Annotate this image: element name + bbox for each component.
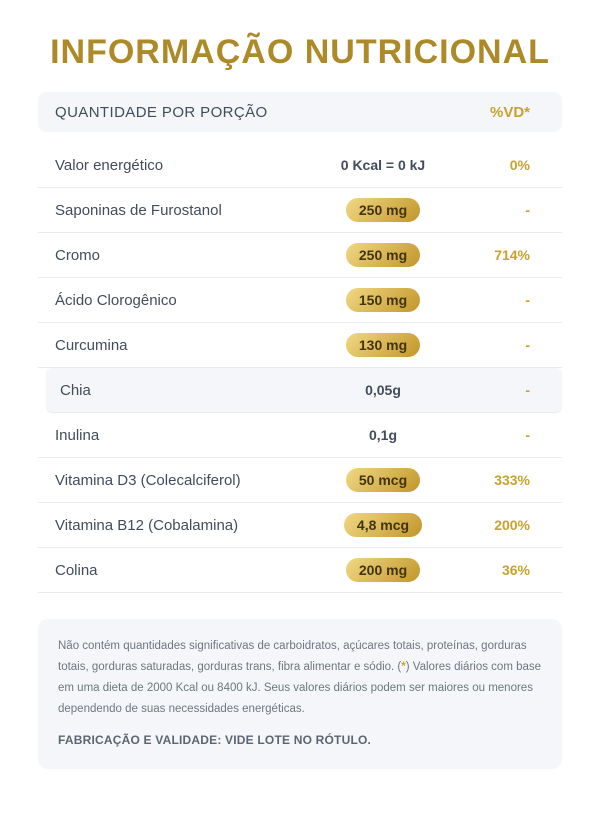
- page-title: INFORMAÇÃO NUTRICIONAL: [50, 33, 550, 71]
- nutrient-amount-cell: [308, 288, 458, 312]
- nutrient-amount-cell: [308, 513, 458, 537]
- nutrient-amount: 150 mg: [346, 288, 420, 312]
- table-row: [38, 143, 562, 188]
- nutrient-name: Cromo: [55, 246, 101, 264]
- nutrient-daily-value: 36%: [501, 562, 530, 578]
- nutrient-daily-value: -: [525, 382, 530, 398]
- footnote-text: [58, 636, 542, 720]
- nutrient-daily-value: 714%: [494, 247, 530, 263]
- nutrient-amount: 0,1g: [368, 426, 397, 443]
- nutrient-name: Colina: [55, 561, 98, 579]
- nutrient-amount-cell: [308, 558, 458, 582]
- nutrient-name: Inulina: [55, 426, 100, 444]
- nutrient-daily-value: 333%: [494, 472, 530, 488]
- table-row: [38, 503, 562, 548]
- nutrient-daily-value: -: [525, 292, 530, 308]
- table-header: [38, 92, 562, 132]
- nutrient-amount-cell: [308, 198, 458, 222]
- footnote-box: [38, 619, 562, 769]
- nutrient-daily-value: -: [525, 337, 530, 353]
- nutrient-daily-value: 0%: [509, 157, 530, 173]
- nutrient-name: Saponinas de Furostanol: [55, 201, 222, 219]
- table-row: [46, 368, 562, 413]
- nutrient-amount-cell: [308, 243, 458, 267]
- table-row: [38, 233, 562, 278]
- nutrient-name: Curcumina: [55, 336, 128, 354]
- nutrient-amount: 130 mg: [346, 333, 420, 357]
- nutrient-amount-cell: [308, 157, 458, 174]
- footnote-part1: Não contém quantidades significativas de carboidratos, açúcares totais, proteínas, gorduras totais, gorduras saturadas, gorduras trans, fibra alimentar e sódio. (: [58, 640, 527, 673]
- nutrient-amount: 4,8 mcg: [344, 513, 422, 537]
- table-row: [38, 278, 562, 323]
- nutrient-daily-value: 200%: [494, 517, 530, 533]
- nutrient-name: Vitamina B12 (Cobalamina): [55, 516, 239, 534]
- table-row: [38, 413, 562, 458]
- table-row: [38, 548, 562, 593]
- column-header-quantity: QUANTIDADE POR PORÇÃO: [55, 103, 268, 121]
- nutrient-daily-value: -: [525, 427, 530, 443]
- table-row: [38, 323, 562, 368]
- nutrient-name: Vitamina D3 (Colecalciferol): [55, 471, 241, 489]
- table-row: [38, 458, 562, 503]
- nutrient-name: Chia: [60, 381, 91, 399]
- nutrient-amount: 250 mg: [346, 243, 420, 267]
- manufacture-validity-note: FABRICAÇÃO E VALIDADE: VIDE LOTE NO RÓTULO.: [58, 733, 372, 747]
- nutrient-amount: 50 mcg: [346, 468, 420, 492]
- nutrition-table: [38, 92, 562, 593]
- nutrition-label: [0, 30, 600, 769]
- nutrient-amount-cell: [308, 427, 458, 444]
- nutrient-amount: 0 Kcal = 0 kJ: [340, 156, 426, 173]
- nutrient-amount-cell: [308, 333, 458, 357]
- nutrient-amount: 200 mg: [346, 558, 420, 582]
- daily-value-asterisk: *: [401, 661, 406, 673]
- column-header-daily-value: %VD*: [489, 103, 530, 121]
- table-body: [38, 143, 562, 593]
- nutrient-name: Ácido Clorogênico: [55, 291, 177, 309]
- nutrient-amount: 250 mg: [346, 198, 420, 222]
- nutrient-name: Valor energético: [55, 156, 164, 174]
- table-row: [38, 188, 562, 233]
- nutrient-amount: 0,05g: [365, 381, 401, 398]
- nutrient-daily-value: -: [525, 202, 530, 218]
- footnote-part2: ) Valores diários com base em uma dieta de 2000 Kcal ou 8400 kJ. Seus valores diários podem ser maiores ou menores dependendo de suas necessidades energéticas.: [58, 661, 542, 715]
- nutrient-amount-cell: [308, 382, 458, 399]
- nutrient-amount-cell: [308, 468, 458, 492]
